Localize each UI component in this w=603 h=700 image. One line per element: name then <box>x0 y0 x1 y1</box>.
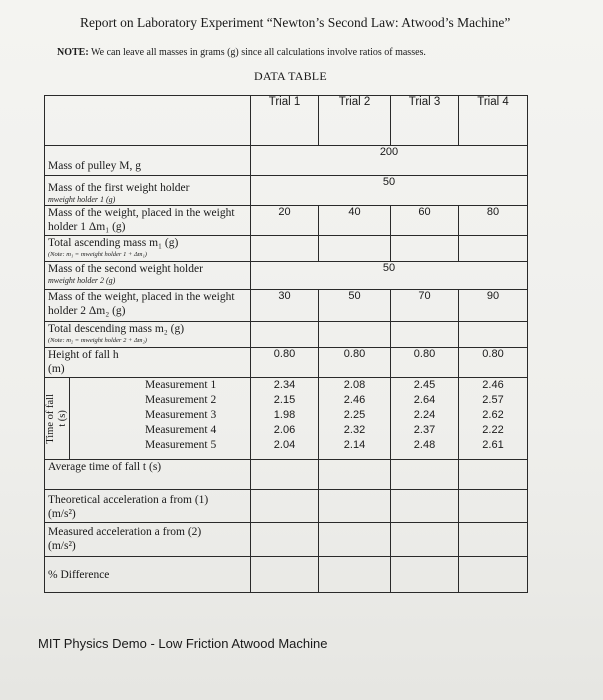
weight1-trial-2: 40 <box>319 206 391 236</box>
m2-t2: 2.46 <box>343 394 366 406</box>
difference-trial-2 <box>319 557 391 593</box>
header-blank <box>45 96 251 146</box>
measurements-trial-4 <box>459 378 528 460</box>
height-label <box>45 348 251 378</box>
m3-t4: 2.62 <box>482 409 504 421</box>
weight1-label: Mass of the weight, placed in the weight holder 1 Δm₁ (g) <box>45 206 251 236</box>
m5-t1: 2.04 <box>273 439 296 451</box>
weight2-trial-1: 30 <box>251 290 319 322</box>
ascending-trial-2 <box>319 236 391 262</box>
average-trial-4 <box>459 460 528 490</box>
weight2-label: Mass of the weight, placed in the weight holder 2 Δm₂ (g) <box>45 290 251 322</box>
m4-t4: 2.22 <box>482 424 504 436</box>
measured-trial-1 <box>251 523 319 557</box>
m1-t4: 2.46 <box>482 379 504 391</box>
weight2-trial-2: 50 <box>319 290 391 322</box>
measurement-label-5: Measurement 5 <box>145 439 217 451</box>
descending-trial-4 <box>459 322 528 348</box>
measurement-label-2: Measurement 2 <box>145 394 217 406</box>
m1-t1: 2.34 <box>273 379 296 391</box>
ascending-trial-4 <box>459 236 528 262</box>
m3-t2: 2.25 <box>343 409 366 421</box>
descending-trial-1 <box>251 322 319 348</box>
m1-t3: 2.45 <box>413 379 436 391</box>
first-holder-sub: mweight holder 1 (g) <box>48 195 116 204</box>
pulley-mass-label: Mass of pulley M, g <box>45 146 251 176</box>
measured-trial-4 <box>459 523 528 557</box>
difference-trial-4 <box>459 557 528 593</box>
weight1-trial-1: 20 <box>251 206 319 236</box>
m5-t4: 2.61 <box>482 439 504 451</box>
ascending-note: (Note: m₁ = mweight holder 1 + Δm₁) <box>48 251 147 258</box>
note-text: We can leave all masses in grams (g) since all calculations involve ratios of masses. <box>91 47 426 58</box>
theoretical-trial-1 <box>251 490 319 523</box>
ascending-label <box>45 236 251 262</box>
data-table <box>44 95 528 593</box>
difference-label: % Difference <box>45 557 251 593</box>
ascending-trial-1 <box>251 236 319 262</box>
m4-t2: 2.32 <box>343 424 366 436</box>
data-table-title: DATA TABLE <box>254 69 327 83</box>
theoretical-unit: (m/s²) <box>48 508 76 520</box>
measured-label <box>45 523 251 557</box>
ascending-trial-3 <box>391 236 459 262</box>
measured-text: Measured acceleration a from (2) <box>48 526 202 538</box>
m2-t4: 2.57 <box>482 394 504 406</box>
height-trial-2: 0.80 <box>319 348 391 378</box>
height-unit: (m) <box>48 363 65 375</box>
measured-trial-2 <box>319 523 391 557</box>
weight2-trial-3: 70 <box>391 290 459 322</box>
height-trial-3: 0.80 <box>391 348 459 378</box>
theoretical-trial-2 <box>319 490 391 523</box>
m3-t1: 1.98 <box>273 409 296 421</box>
measured-trial-3 <box>391 523 459 557</box>
measurements-trial-2 <box>319 378 391 460</box>
m5-t3: 2.48 <box>413 439 436 451</box>
header-trial-2: Trial 2 <box>319 96 391 146</box>
weight2-trial-4: 90 <box>459 290 528 322</box>
average-trial-2 <box>319 460 391 490</box>
time-of-fall-text <box>45 394 69 444</box>
weight1-trial-4: 80 <box>459 206 528 236</box>
m4-t3: 2.37 <box>413 424 436 436</box>
height-text: Height of fall h <box>48 349 119 361</box>
difference-trial-1 <box>251 557 319 593</box>
time-of-fall-label <box>45 378 70 460</box>
measurement-label-3: Measurement 3 <box>145 409 217 421</box>
height-trial-1: 0.80 <box>251 348 319 378</box>
second-holder-value: 50 <box>251 262 528 290</box>
measurements-trial-1 <box>251 378 319 460</box>
average-trial-3 <box>391 460 459 490</box>
descending-text: Total descending mass m₂ (g) <box>48 323 185 335</box>
descending-trial-2 <box>319 322 391 348</box>
note-prefix: NOTE: <box>57 47 89 58</box>
descending-trial-3 <box>391 322 459 348</box>
difference-trial-3 <box>391 557 459 593</box>
footer-caption: MIT Physics Demo - Low Friction Atwood Machine <box>38 636 328 651</box>
m1-t2: 2.08 <box>343 379 366 391</box>
header-trial-3: Trial 3 <box>391 96 459 146</box>
descending-note: (Note: m₂ = mweight holder 2 + Δm₂) <box>48 337 147 344</box>
second-holder-sub: mweight holder 2 (g) <box>48 276 116 285</box>
note-line <box>57 47 426 58</box>
theoretical-label <box>45 490 251 523</box>
m3-t3: 2.24 <box>413 409 436 421</box>
report-title: Report on Laboratory Experiment “Newton’s Second Law: Atwood’s Machine” <box>80 15 511 30</box>
descending-label <box>45 322 251 348</box>
m2-t1: 2.15 <box>273 394 296 406</box>
time-of-fall-title: Time of fall <box>45 393 56 444</box>
m4-t1: 2.06 <box>273 424 296 436</box>
header-trial-4: Trial 4 <box>459 96 528 146</box>
pulley-mass-value: 200 <box>251 146 528 176</box>
measurements-trial-3 <box>391 378 459 460</box>
ascending-text: Total ascending mass m₁ (g) <box>48 237 179 249</box>
weight1-trial-3: 60 <box>391 206 459 236</box>
theoretical-text: Theoretical acceleration a from (1) <box>48 494 209 506</box>
theoretical-trial-4 <box>459 490 528 523</box>
second-holder-text: Mass of the second weight holder <box>48 263 203 275</box>
time-of-fall-unit: t (s) <box>57 410 68 427</box>
measured-unit: (m/s²) <box>48 540 76 552</box>
measurement-labels <box>70 378 251 460</box>
first-holder-label <box>45 176 251 206</box>
first-holder-value: 50 <box>251 176 528 206</box>
average-time-label: Average time of fall t (s) <box>45 460 251 490</box>
height-trial-4: 0.80 <box>459 348 528 378</box>
theoretical-trial-3 <box>391 490 459 523</box>
average-trial-1 <box>251 460 319 490</box>
measurement-label-1: Measurement 1 <box>145 379 217 391</box>
m5-t2: 2.14 <box>343 439 366 451</box>
measurement-label-4: Measurement 4 <box>145 424 217 436</box>
second-holder-label <box>45 262 251 290</box>
header-trial-1: Trial 1 <box>251 96 319 146</box>
first-holder-text: Mass of the first weight holder <box>48 182 190 194</box>
m2-t3: 2.64 <box>413 394 436 406</box>
